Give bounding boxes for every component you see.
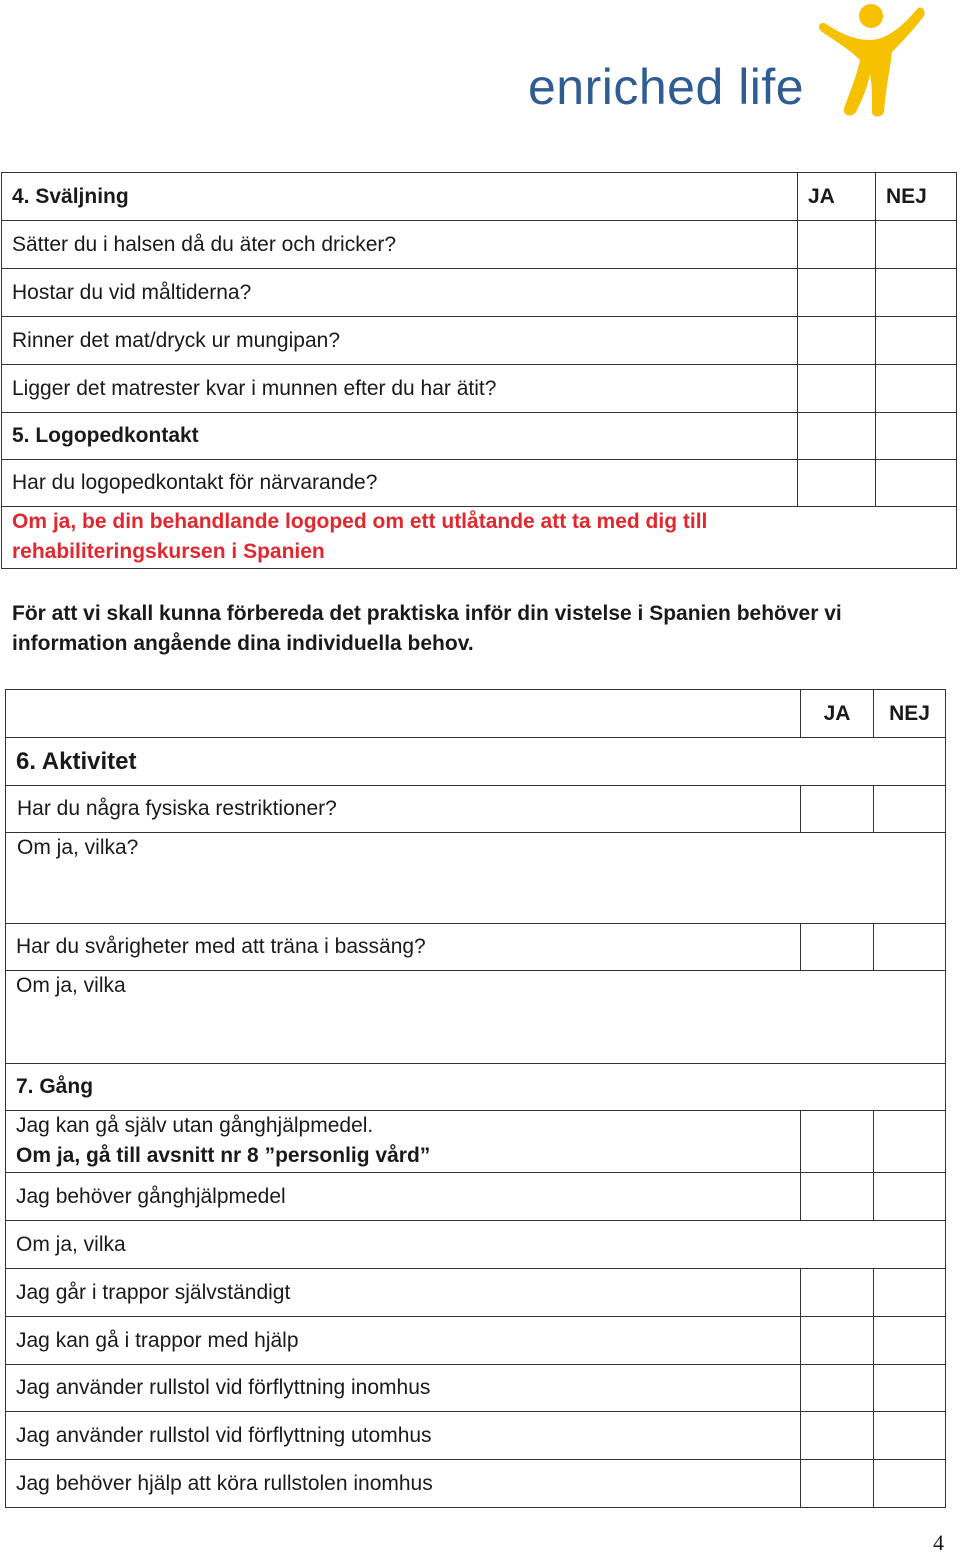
question-stairs-with-help: Jag kan gå i trappor med hjälp — [6, 1317, 801, 1365]
yes-checkbox[interactable] — [801, 1111, 874, 1173]
yes-checkbox[interactable] — [798, 221, 876, 269]
enriched-life-logo — [526, 0, 946, 120]
no-checkbox[interactable] — [874, 1365, 946, 1412]
question-physical-restrictions: Har du några fysiska restriktioner? — [6, 786, 801, 833]
no-checkbox[interactable] — [876, 221, 957, 269]
question-choking: Sätter du i halsen då du äter och dricker? — [2, 221, 798, 269]
yes-checkbox[interactable] — [801, 786, 874, 833]
yes-checkbox[interactable] — [801, 1460, 874, 1508]
yes-checkbox[interactable] — [798, 365, 876, 413]
section6-7-table — [5, 689, 946, 1508]
question-wheelchair-help: Jag behöver hjälp att köra rullstolen inomhus — [6, 1460, 801, 1508]
yes-checkbox[interactable] — [801, 1173, 874, 1221]
no-checkbox[interactable] — [876, 365, 957, 413]
yes-checkbox[interactable] — [798, 460, 876, 507]
question-walking-aids: Jag behöver gånghjälpmedel — [6, 1173, 801, 1221]
question-wheelchair-indoors: Jag använder rullstol vid förflyttning inomhus — [6, 1365, 801, 1412]
no-checkbox[interactable] — [874, 1317, 946, 1365]
no-checkbox[interactable] — [874, 786, 946, 833]
section4-title: 4. Sväljning — [2, 173, 798, 221]
yes-checkbox[interactable] — [801, 1365, 874, 1412]
question-wheelchair-outdoors: Jag använder rullstol vid förflyttning utomhus — [6, 1412, 801, 1460]
question-food-residue: Ligger det matrester kvar i munnen efter du har ätit? — [2, 365, 798, 413]
speech-therapist-note: Om ja, be din behandlande logoped om ett utlåtande att ta med dig till rehabiliteringskursen i Spanien — [12, 510, 708, 563]
column-yes-header: JA — [801, 690, 874, 738]
column-no-header: NEJ — [876, 173, 957, 221]
question-drooling: Rinner det mat/dryck ur mungipan? — [2, 317, 798, 365]
no-checkbox[interactable] — [874, 1460, 946, 1508]
section7-title: 7. Gång — [6, 1064, 946, 1111]
no-checkbox[interactable] — [874, 924, 946, 971]
section6-title: 6. Aktivitet — [6, 738, 946, 786]
empty-cell — [798, 413, 876, 460]
pool-training-followup-label: Om ja, vilka — [16, 974, 126, 997]
yes-checkbox[interactable] — [798, 269, 876, 317]
section5-title: 5. Logopedkontakt — [2, 413, 798, 460]
question-coughing: Hostar du vid måltiderna? — [2, 269, 798, 317]
column-yes-header: JA — [798, 173, 876, 221]
no-checkbox[interactable] — [876, 269, 957, 317]
pool-training-followup[interactable] — [6, 971, 946, 1064]
intro-paragraph: För att vi skall kunna förbereda det praktiska inför din vistelse i Spanien behöver vi information angående dina individuella behov. — [12, 602, 842, 655]
walking-aids-followup[interactable] — [6, 1221, 946, 1269]
empty-cell — [6, 690, 801, 738]
yes-checkbox[interactable] — [801, 924, 874, 971]
yes-checkbox[interactable] — [798, 317, 876, 365]
yes-checkbox[interactable] — [801, 1269, 874, 1317]
no-checkbox[interactable] — [874, 1111, 946, 1173]
figure-icon — [814, 0, 944, 118]
no-checkbox[interactable] — [876, 460, 957, 507]
walk-independently-note: Om ja, gå till avsnitt nr 8 ”personlig vård” — [16, 1144, 431, 1167]
question-speech-therapist: Har du logopedkontakt för närvarande? — [2, 460, 798, 507]
yes-checkbox[interactable] — [801, 1412, 874, 1460]
question-stairs-independent: Jag går i trappor självständigt — [6, 1269, 801, 1317]
empty-cell — [876, 413, 957, 460]
page-number: 4 — [933, 1530, 944, 1555]
section4-table — [1, 172, 957, 569]
logo-text: enriched life — [528, 59, 805, 115]
restrictions-followup-label: Om ja, vilka? — [17, 836, 139, 859]
question-walk-independently: Jag kan gå själv utan gånghjälpmedel. — [16, 1114, 374, 1137]
restrictions-followup[interactable] — [6, 833, 946, 924]
question-pool-training: Har du svårigheter med att träna i bassäng? — [6, 924, 801, 971]
no-checkbox[interactable] — [876, 317, 957, 365]
no-checkbox[interactable] — [874, 1412, 946, 1460]
no-checkbox[interactable] — [874, 1269, 946, 1317]
no-checkbox[interactable] — [874, 1173, 946, 1221]
column-no-header: NEJ — [874, 690, 946, 738]
walking-aids-followup-label: Om ja, vilka — [16, 1232, 126, 1256]
yes-checkbox[interactable] — [801, 1317, 874, 1365]
